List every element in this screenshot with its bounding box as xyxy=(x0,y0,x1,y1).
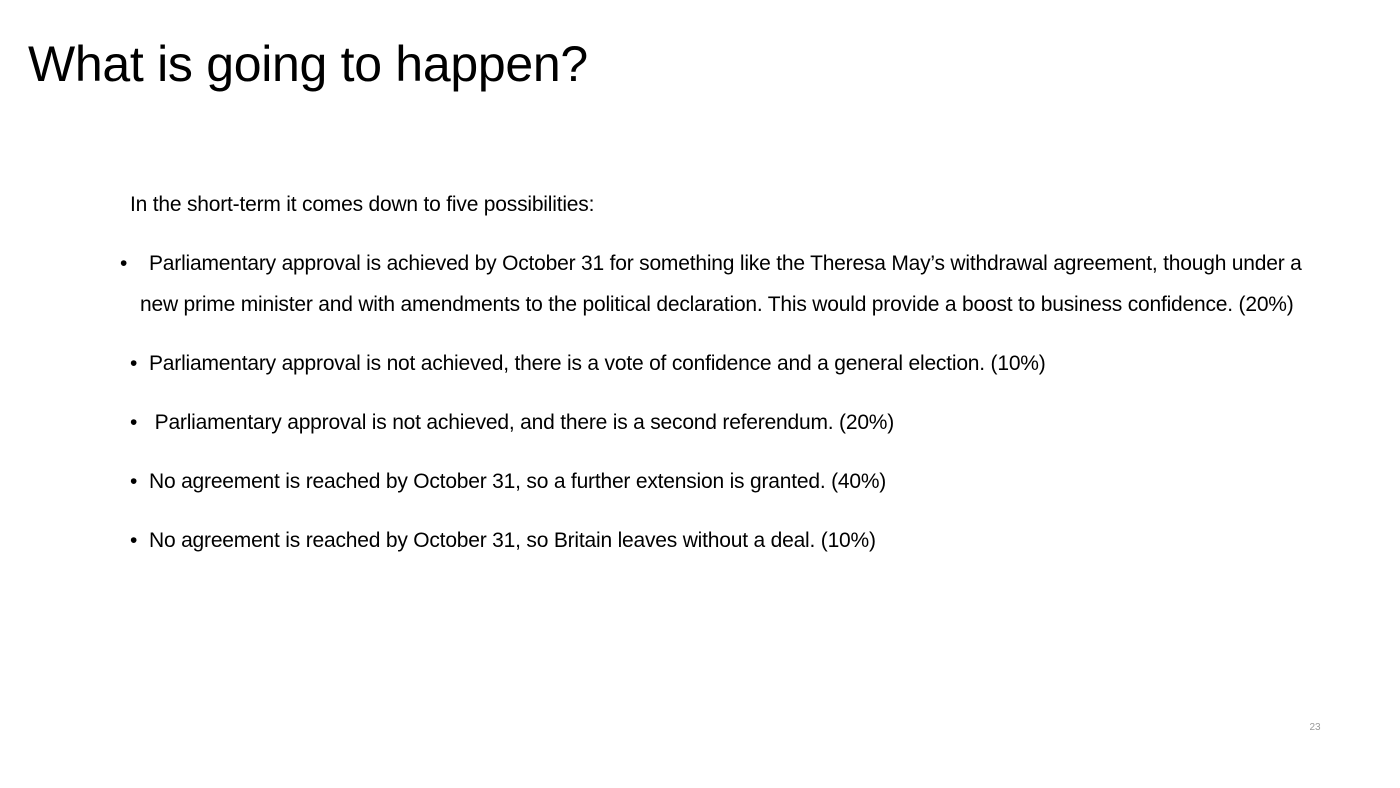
bullet-icon: • xyxy=(120,252,128,275)
slide-content xyxy=(120,184,1330,579)
intro-text: In the short-term it comes down to five possibilities: xyxy=(130,193,595,216)
bullet-text: No agreement is reached by October 31, so Britain leaves without a deal. (10%) xyxy=(149,529,876,552)
bullet-text: Parliamentary approval is achieved by October 31 for something like the Theresa May’s withdrawal agreement, though under a new prime minister and with amendments to the political declaration. This would provide a boost to business confidence. (20%) xyxy=(140,252,1302,316)
bullet-item xyxy=(130,402,1330,443)
slide-number: 23 xyxy=(1309,722,1321,733)
bullet-item xyxy=(130,343,1330,384)
bullet-text: Parliamentary approval is not achieved, and there is a second referendum. (20%) xyxy=(149,411,895,434)
slide-title: What is going to happen? xyxy=(28,36,588,92)
bullet-list xyxy=(120,243,1330,561)
bullet-item xyxy=(130,461,1330,502)
bullet-icon: • xyxy=(130,529,138,552)
bullet-text: Parliamentary approval is not achieved, there is a vote of confidence and a general election. (10%) xyxy=(149,352,1046,375)
bullet-item xyxy=(130,520,1330,561)
bullet-item xyxy=(120,243,1330,325)
bullet-text: No agreement is reached by October 31, so a further extension is granted. (40%) xyxy=(149,470,887,493)
bullet-icon: • xyxy=(130,470,138,493)
bullet-icon: • xyxy=(130,411,138,434)
bullet-icon: • xyxy=(130,352,138,375)
